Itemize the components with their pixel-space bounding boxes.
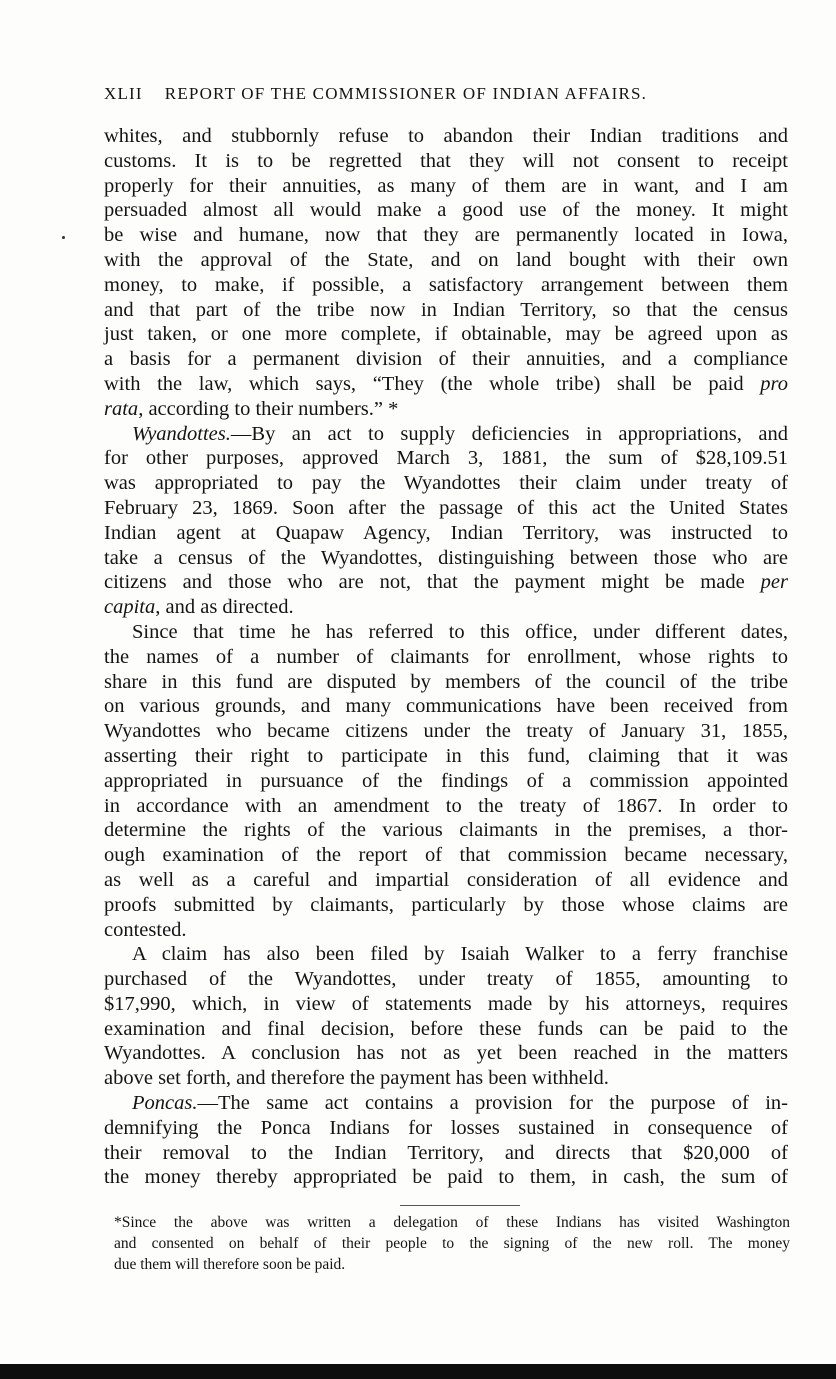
footnote-rule bbox=[400, 1205, 520, 1206]
text-line: above set forth, and therefore the payment has been withheld. bbox=[104, 1067, 609, 1090]
text-line: determine the rights of the various claimants in the premises, a thor- bbox=[104, 819, 788, 842]
footnote bbox=[114, 1212, 790, 1275]
text-line: persuaded almost all would make a good use of the money. It might bbox=[104, 199, 788, 222]
section-lead: Wyandottes. bbox=[132, 422, 231, 445]
text-line: demnifying the Ponca Indians for losses sustained in consequence of bbox=[104, 1116, 788, 1139]
text-line: A claim has also been filed by Isaiah Walker to a ferry franchise bbox=[132, 943, 788, 966]
text-line: proofs submitted by claimants, particularly by those whose claims are bbox=[104, 893, 788, 916]
text-line bbox=[104, 372, 788, 397]
scan-bottom-edge bbox=[0, 1364, 836, 1379]
page-folio: XLII bbox=[104, 84, 143, 103]
text-line: appropriated in pursuance of the findings of a commission appointed bbox=[104, 769, 788, 792]
latin-term: per bbox=[760, 571, 788, 594]
running-title: REPORT OF THE COMMISSIONER OF INDIAN AFFAIRS. bbox=[164, 84, 648, 103]
text-line: customs. It is to be regretted that they will not consent to receipt bbox=[104, 149, 788, 172]
text-line bbox=[104, 570, 788, 595]
text-line: whites, and stubbornly refuse to abandon their Indian traditions and bbox=[104, 125, 788, 147]
paragraph-claimants bbox=[104, 620, 788, 942]
text-fragment: with the law, which says, “They (the whole tribe) shall be paid bbox=[104, 372, 744, 395]
text-line: the names of a number of claimants for enrollment, whose rights to bbox=[104, 645, 788, 668]
body-text bbox=[104, 124, 788, 1190]
text-line: just taken, or one more complete, if obtainable, may be agreed upon as bbox=[104, 323, 788, 346]
paragraph-walker-claim bbox=[104, 942, 788, 1091]
footnote-line: due them will therefore soon be paid. bbox=[114, 1256, 346, 1273]
text-line: and that part of the tribe now in Indian Territory, so that the census bbox=[104, 298, 788, 321]
text-fragment: —The same act contains a provision for the purpose of in- bbox=[197, 1092, 788, 1115]
text-line: money, to make, if possible, a satisfactory arrangement between them bbox=[104, 273, 788, 296]
text-line: as well as a careful and impartial consideration of all evidence and bbox=[104, 868, 788, 891]
paragraph-poncas bbox=[104, 1091, 788, 1190]
section-lead: Poncas. bbox=[132, 1092, 198, 1115]
text-line bbox=[104, 595, 788, 620]
text-fragment: —By an act to supply deficiencies in appropriations, and bbox=[230, 422, 788, 445]
text-line: the money thereby appropriated be paid to them, in cash, the sum of bbox=[104, 1166, 788, 1189]
latin-term: rata bbox=[104, 397, 139, 420]
text-line: with the approval of the State, and on land bought with their own bbox=[104, 248, 788, 271]
text-line: on various grounds, and many communications have been received from bbox=[104, 695, 788, 718]
text-line bbox=[104, 422, 788, 447]
paragraph-wyandottes bbox=[104, 422, 788, 620]
text-fragment: , and as directed. bbox=[155, 596, 294, 619]
text-line: ough examination of the report of that commission became necessary, bbox=[104, 844, 788, 867]
margin-speck bbox=[62, 236, 65, 239]
footnote-line: and consented on behalf of their people to the signing of the new roll. The money bbox=[114, 1235, 790, 1252]
text-line: their removal to the Indian Territory, and directs that $20,000 of bbox=[104, 1141, 788, 1164]
text-line: Wyandottes. A conclusion has not as yet been reached in the matters bbox=[104, 1042, 788, 1065]
text-line: share in this fund are disputed by members of the council of the tribe bbox=[104, 670, 788, 693]
text-line: contested. bbox=[104, 918, 187, 941]
text-line: Since that time he has referred to this office, under different dates, bbox=[132, 620, 788, 643]
text-line bbox=[104, 397, 788, 422]
text-line: properly for their annuities, as many of them are in want, and I am bbox=[104, 174, 788, 197]
text-line: Indian agent at Quapaw Agency, Indian Territory, was instructed to bbox=[104, 521, 788, 544]
latin-term: capita bbox=[104, 596, 156, 619]
running-head bbox=[104, 84, 744, 104]
text-line: for other purposes, approved March 3, 1881, the sum of $28,109.51 bbox=[104, 447, 788, 470]
latin-term: pro bbox=[760, 372, 789, 395]
text-line: take a census of the Wyandottes, distinguishing between those who are bbox=[104, 546, 788, 569]
text-line bbox=[104, 1091, 788, 1116]
text-line: asserting their right to participate in this fund, claiming that it was bbox=[104, 744, 788, 767]
text-line: examination and final decision, before these funds can be paid to the bbox=[104, 1017, 788, 1040]
paragraph-sacs-continued bbox=[104, 124, 788, 422]
text-line: Wyandottes who became citizens under the treaty of January 31, 1855, bbox=[104, 720, 788, 743]
text-line: purchased of the Wyandottes, under treaty of 1855, amounting to bbox=[104, 968, 788, 991]
text-line: a basis for a permanent division of their annuities, and a compliance bbox=[104, 348, 788, 371]
text-line: be wise and humane, now that they are permanently located in Iowa, bbox=[104, 224, 788, 247]
text-line: $17,990, which, in view of statements made by his attorneys, requires bbox=[104, 992, 788, 1015]
text-line: was appropriated to pay the Wyandottes their claim under treaty of bbox=[104, 472, 788, 495]
text-line: February 23, 1869. Soon after the passage of this act the United States bbox=[104, 496, 788, 519]
text-fragment: , according to their numbers.” * bbox=[138, 397, 399, 420]
text-fragment: citizens and those who are not, that the payment might be made bbox=[104, 571, 745, 594]
footnote-line: *Since the above was written a delegation of these Indians has visited Washington bbox=[114, 1214, 790, 1231]
text-line: in accordance with an amendment to the treaty of 1867. In order to bbox=[104, 794, 788, 817]
